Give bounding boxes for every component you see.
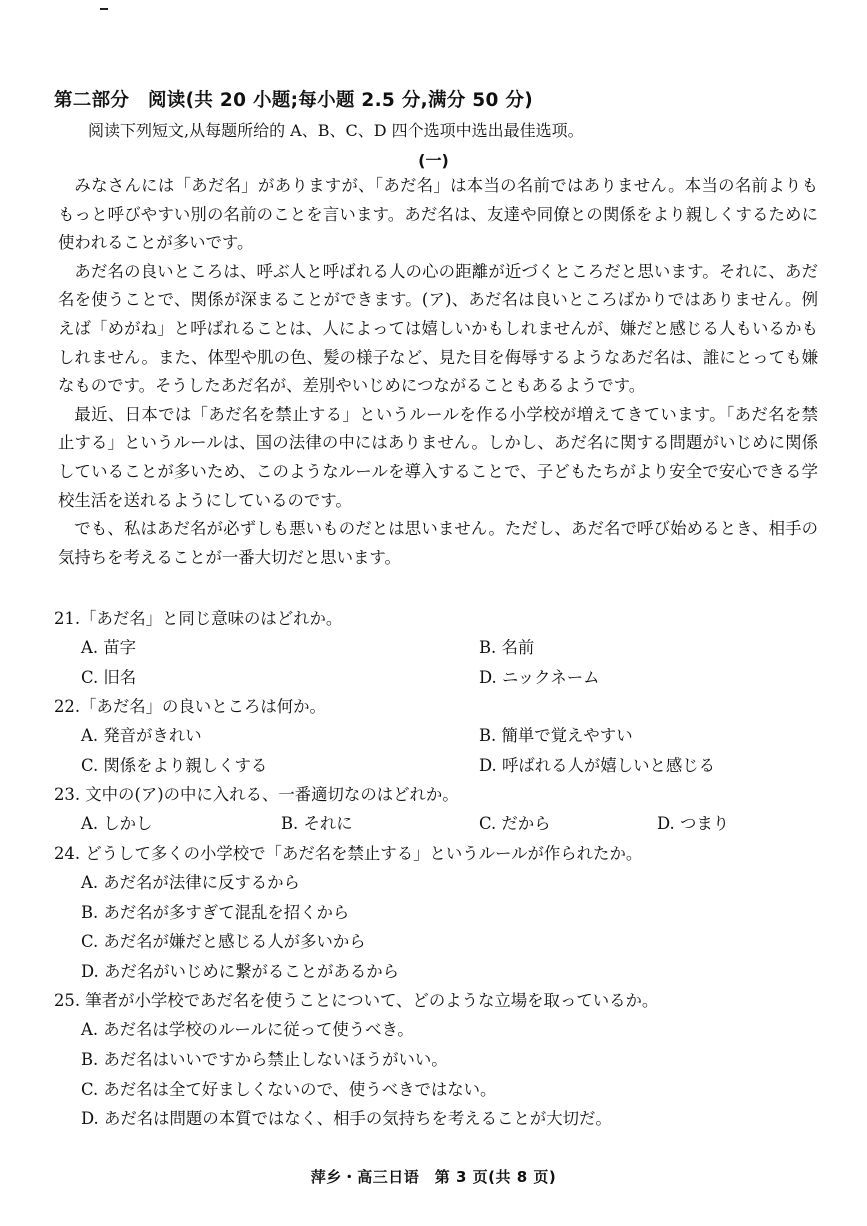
passage-paragraph: でも、私はあだ名が必ずしも悪いものだとは思いません。ただし、あだ名で呼び始めるとき、相手の気持ちを考えることが一番大切だと思います。 bbox=[58, 519, 818, 567]
option-a: A. しかし bbox=[81, 814, 153, 834]
option-d: D. あだ名がいじめに繋がることがあるから bbox=[81, 961, 400, 981]
question-stem: 25. 筆者が小学校であだ名を使うことについて、どのような立場を取っているか。 bbox=[54, 991, 659, 1011]
option-a: A. あだ名が法律に反するから bbox=[81, 872, 300, 892]
passage-paragraph: 最近、日本では「あだ名を禁止する」というルールを作る小学校が増えてきています。「あだ名を禁止する」というルールは、国の法律の中にはありません。しかし、あだ名に関する問題がいじめに関係していることが多いため、このようなルールを導入することで、子どもたちがより安全で安心できる学校生活を送れるようにしているのです。 bbox=[58, 404, 818, 510]
option-d: D. 呼ばれる人が嬉しいと感じる bbox=[479, 755, 716, 775]
instruction: 阅读下列短文,从每题所给的 A、B、C、D 四个选项中选出最佳选项。 bbox=[88, 121, 584, 140]
question-21 bbox=[54, 604, 794, 692]
question-stem: 23. 文中の(ア)の中に入れる、一番適切なのはどれか。 bbox=[54, 785, 459, 805]
option-c: C. あだ名が嫌だと感じる人が多いから bbox=[81, 932, 366, 952]
option-d: D. あだ名は問題の本質ではなく、相手の気持ちを考えることが大切だ。 bbox=[81, 1109, 612, 1129]
option-c: C. あだ名は全て好ましくないので、使うべきではない。 bbox=[81, 1079, 497, 1099]
question-22 bbox=[54, 692, 794, 780]
passage-paragraph: あだ名の良いところは、呼ぶ人と呼ばれる人の心の距離が近づくところだと思います。それに、あだ名を使うことで、関係が深まることができます。(ア)、あだ名は良いところばかりではありません。例えば「めがね」と呼ばれることは、人によっては嬉しいかもしれませんが、嫌だと感じる人もいるかもしれません。また、体型や肌の色、髪の様子など、見た目を侮辱するようなあだ名は、誰にとっても嫌なものです。そうしたあだ名が、差別やいじめにつながることもあるようです。 bbox=[58, 261, 818, 396]
question-stem: 22.「あだ名」の良いところは何か。 bbox=[54, 697, 326, 717]
passage-number: (一) bbox=[418, 151, 449, 170]
question-24 bbox=[54, 839, 794, 986]
option-c: C. 関係をより親しくする bbox=[81, 755, 268, 775]
option-b: B. あだ名はいいですから禁止しないほうがいい。 bbox=[81, 1049, 448, 1069]
option-d: D. ニックネーム bbox=[479, 667, 600, 687]
question-list bbox=[54, 604, 794, 1134]
option-c: C. だから bbox=[479, 814, 551, 834]
option-b: B. それに bbox=[281, 814, 353, 834]
question-stem: 21.「あだ名」と同じ意味のはどれか。 bbox=[54, 609, 343, 628]
option-b: B. あだ名が多すぎて混乱を招くから bbox=[81, 902, 350, 922]
page-footer: 萍乡・高三日语 第 3 页(共 8 页) bbox=[310, 1168, 557, 1186]
option-a: A. あだ名は学校のルールに従って使うべき。 bbox=[81, 1020, 414, 1040]
option-a: A. 苗字 bbox=[81, 638, 137, 657]
section-title: 第二部分 阅读(共 20 小题;每小题 2.5 分,满分 50 分) bbox=[54, 90, 533, 111]
reading-passage bbox=[58, 172, 818, 572]
option-d: D. つまり bbox=[657, 814, 730, 834]
scan-mark bbox=[100, 8, 108, 10]
passage-paragraph: みなさんには「あだ名」がありますが、「あだ名」は本当の名前ではありません。本当の名前よりももっと呼びやすい別の名前のことを言います。あだ名は、友達や同僚との関係をより親しくするために使われることが多いです。 bbox=[58, 176, 818, 253]
option-c: C. 旧名 bbox=[81, 667, 137, 687]
option-a: A. 発音がきれい bbox=[81, 726, 202, 746]
question-stem: 24. どうして多くの小学校で「あだ名を禁止する」というルールが作られたか。 bbox=[54, 843, 643, 863]
question-25 bbox=[54, 986, 794, 1133]
option-b: B. 簡単で覚えやすい bbox=[479, 726, 633, 746]
option-b: B. 名前 bbox=[479, 638, 535, 657]
question-23 bbox=[54, 780, 794, 839]
